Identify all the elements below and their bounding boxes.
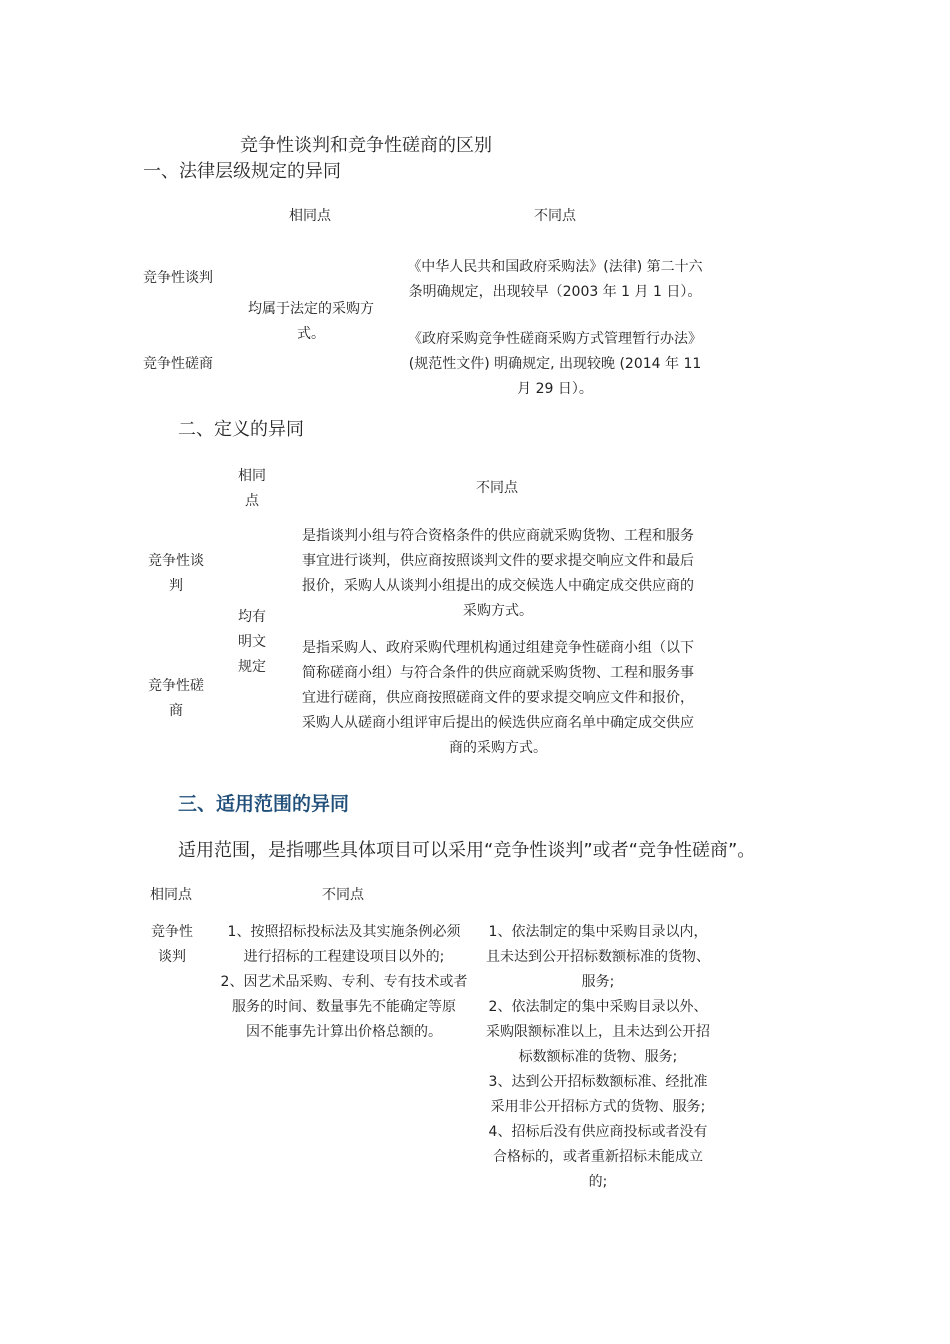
s3-col1-text: 1、按照招标投标法及其实施条例必须 进行招标的工程建设项目以外的; 2、因艺术品采购、专利、专有技术或者 服务的时间、数量事先不能确定等原 因不能事先计算出价格总额的。: [220, 924, 468, 1040]
s2-diff2-text: 是指采购人、政府采购代理机构通过组建竞争性磋商小组（以下 简称磋商小组）与符合条件的供应商就采购货物、工程和服务事 宜进行磋商，供应商按照磋商文件的要求提交响应文件和报价， 采购人从磋商小组评审后提出的候选供应商名单中确定成交供应 商的采购方式。: [302, 640, 694, 756]
s3-col-same: 相同点: [150, 887, 192, 903]
s3-row1-label: 竞争性 谈判: [151, 924, 193, 965]
section1-heading: 一、法律层级规定的异同: [143, 161, 341, 182]
s3-col2-text: 1、依法制定的集中采购目录以内， 且未达到公开招标数额标准的货物、 服务; 2、依法制定的集中采购目录以外、 采购限额标准以上，且未达到公开招 标数额标准的货物、服务; 3、达到公开招标数额标准、经批准 采用非公开招标方式的货物、服务; 4、招标后没有供应商投标或者没有 合格标的，或者重新招标未能成立 的;: [486, 924, 710, 1190]
document-title: 竞争性谈判和竞争性磋商的区别: [240, 135, 492, 156]
section2-heading: 二、定义的异同: [178, 419, 304, 440]
s1-row2-label: 竞争性磋商: [143, 356, 213, 372]
s1-diff1-text: 《中华人民共和国政府采购法》(法律) 第二十六 条明确规定，出现较早（2003 年 1 月 1 日）。: [407, 259, 703, 300]
s2-row1-label: 竞争性谈 判: [148, 553, 204, 594]
s2-diff1-text: 是指谈判小组与符合资格条件的供应商就采购货物、工程和服务 事宜进行谈判，供应商按照谈判文件的要求提交响应文件和最后 报价，采购人从谈判小组提出的成交候选人中确定成交供应商的 采购方式。: [302, 528, 694, 619]
s1-same-text: 均属于法定的采购方 式。: [248, 301, 374, 342]
s3-col-diff: 不同点: [322, 887, 364, 903]
s1-col-diff: 不同点: [534, 208, 576, 224]
s2-col-same: 相同 点: [238, 468, 266, 509]
s2-row2-label: 竞争性磋 商: [148, 678, 204, 719]
s2-col-diff: 不同点: [476, 480, 518, 496]
s1-row1-label: 竞争性谈判: [143, 270, 213, 286]
s1-diff2-text: 《政府采购竞争性磋商采购方式管理暂行办法》 (规范性文件) 明确规定, 出现较晚 (2014 年 11 月 29 日）。: [408, 331, 702, 397]
section3-heading: 三、适用范围的异同: [178, 793, 350, 815]
s2-same-text: 均有 明文 规定: [238, 609, 266, 675]
section3-intro: 适用范围，是指哪些具体项目可以采用“竞争性谈判”或者“竞争性磋商”。: [178, 840, 756, 861]
s1-col-same: 相同点: [289, 208, 331, 224]
